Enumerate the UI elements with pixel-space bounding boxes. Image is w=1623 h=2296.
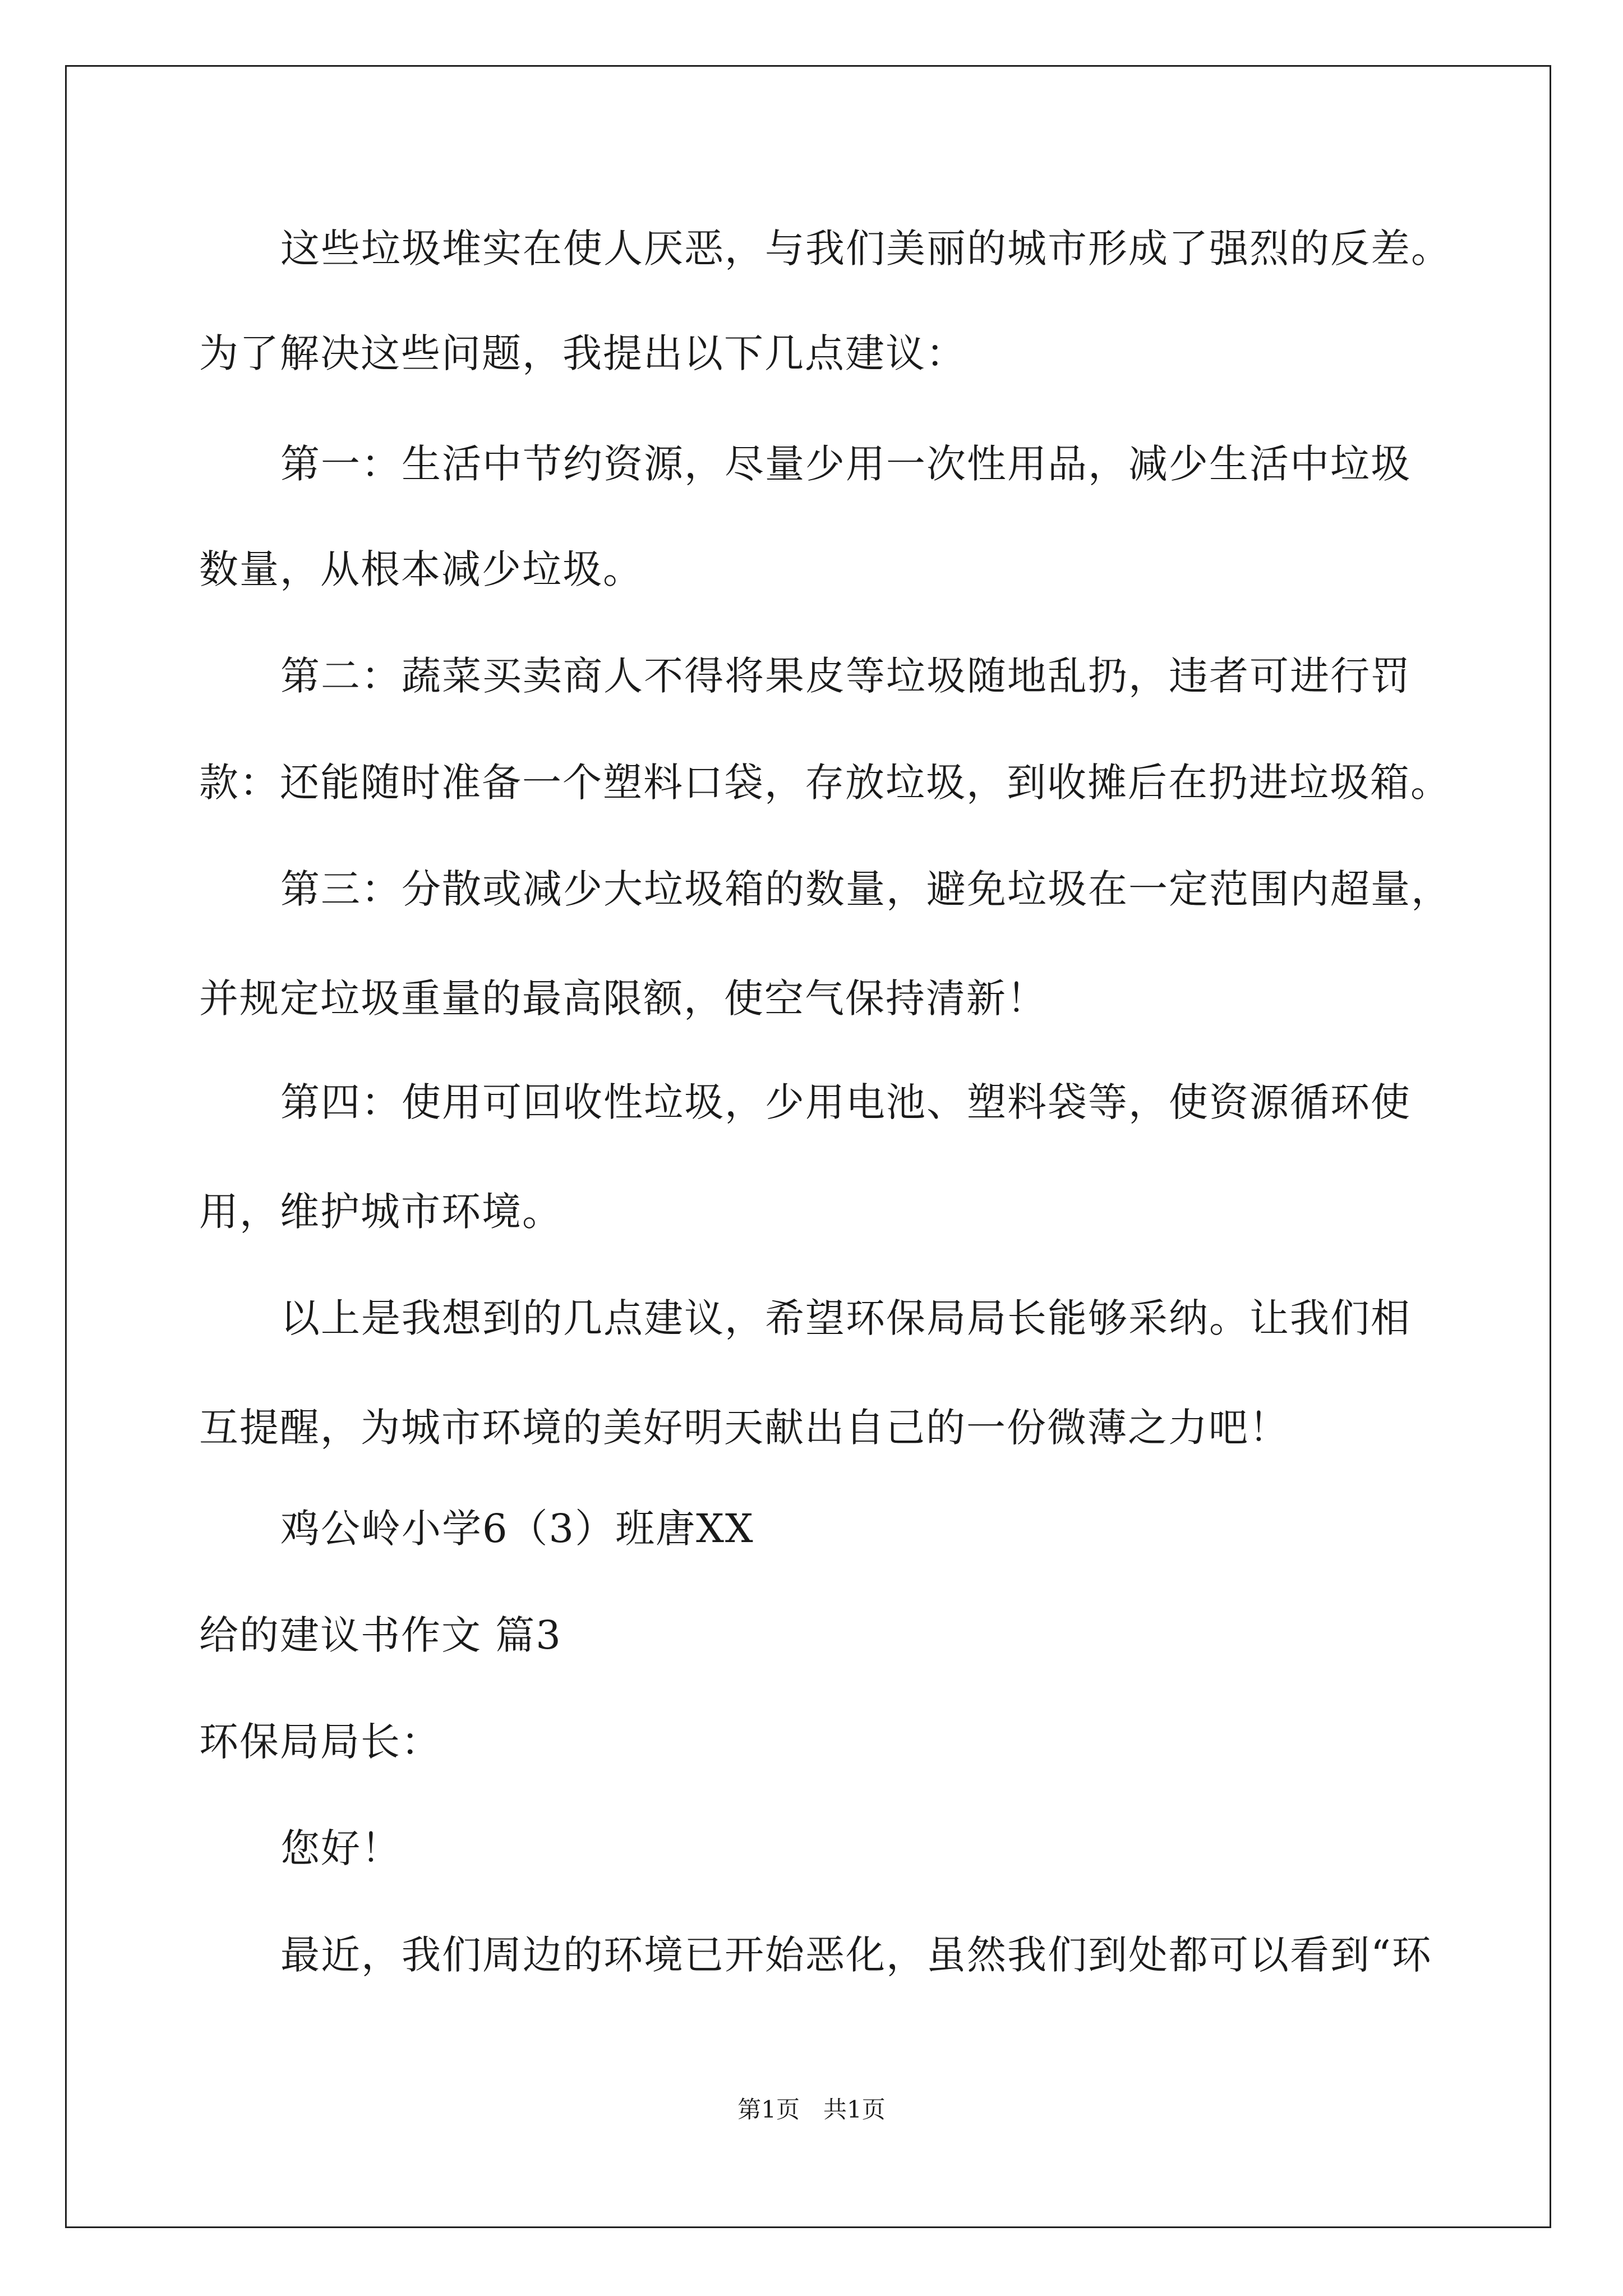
- paragraph-line: 第四：使用可回收性垃圾，少用电池、塑料袋等，使资源循环使: [280, 1079, 1411, 1125]
- page-frame: [65, 65, 1551, 2228]
- paragraph-line: 为了解决这些问题，我提出以下几点建议：: [199, 330, 966, 376]
- paragraph-line: 互提醒，为城市环境的美好明天献出自己的一份微薄之力吧！: [199, 1405, 1289, 1451]
- salutation: 环保局局长：: [199, 1719, 441, 1765]
- page-footer: 第1页 共1页: [737, 2096, 886, 2123]
- signature-line: 鸡公岭小学6（3）班唐XX: [280, 1506, 754, 1552]
- paragraph-line: 并规定垃圾重量的最高限额，使空气保持清新！: [199, 976, 1047, 1022]
- paragraph-line: 以上是我想到的几点建议，希望环保局局长能够采纳。让我们相: [280, 1295, 1411, 1341]
- paragraph-line: 第三：分散或减少大垃圾箱的数量，避免垃圾在一定范围内超量，: [280, 866, 1451, 912]
- paragraph-line: 第一：生活中节约资源，尽量少用一次性用品，减少生活中垃圾: [280, 441, 1411, 487]
- paragraph-line: 最近，我们周边的环境已开始恶化，虽然我们到处都可以看到“环: [280, 1932, 1432, 1978]
- greeting: 您好！: [280, 1825, 402, 1871]
- paragraph-line: 款：还能随时准备一个塑料口袋，存放垃圾，到收摊后在扔进垃圾箱。: [199, 760, 1451, 806]
- section-heading: 给的建议书作文 篇3: [199, 1612, 562, 1658]
- paragraph-line: 这些垃圾堆实在使人厌恶，与我们美丽的城市形成了强烈的反差。: [280, 226, 1451, 272]
- paragraph-line: 数量，从根本减少垃圾。: [199, 546, 643, 592]
- paragraph-line: 用，维护城市环境。: [199, 1189, 562, 1235]
- paragraph-line: 第二：蔬菜买卖商人不得将果皮等垃圾随地乱扔，违者可进行罚: [280, 653, 1411, 699]
